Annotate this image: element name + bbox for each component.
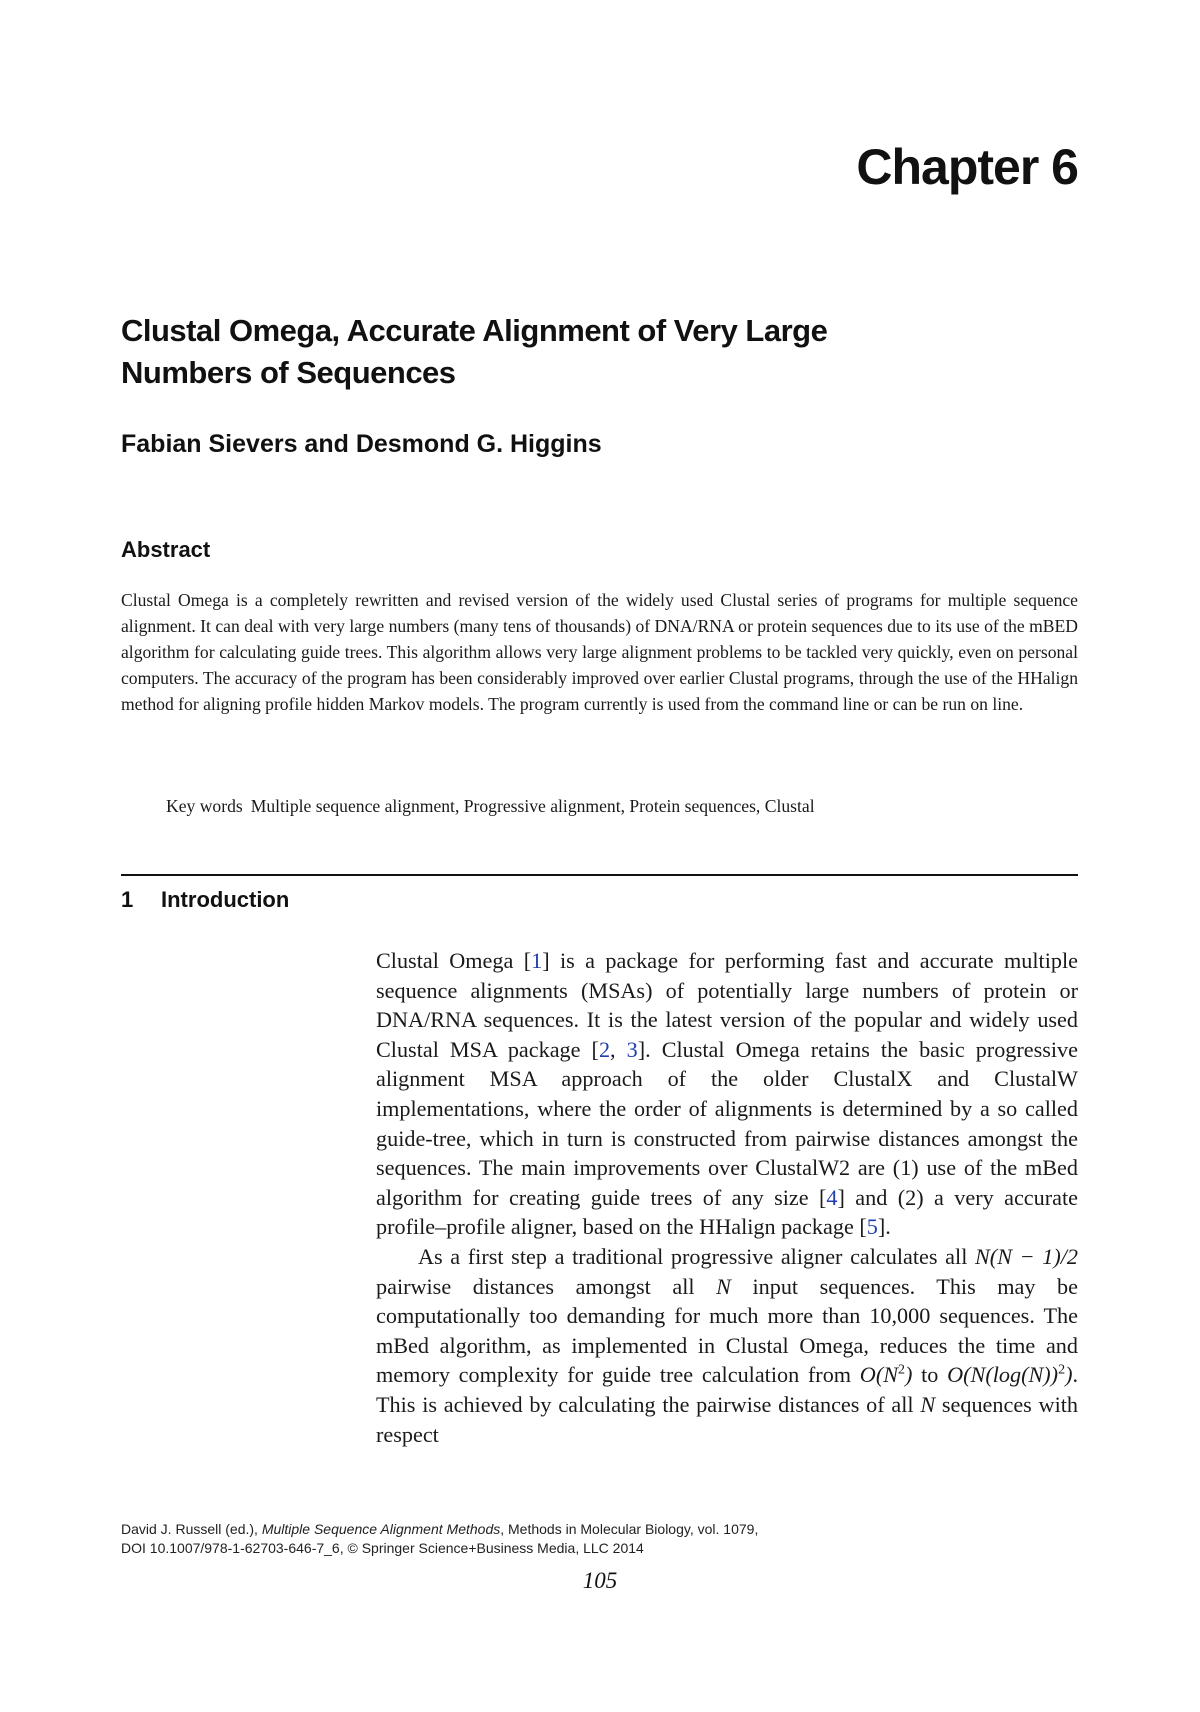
page-number: 105 [582, 1568, 618, 1593]
text-run: ]. Clustal Omega retains the basic progressive alignment MSA approach of the older ClustalX and ClustalW implementations, where the order of alignments is determined by a so called guide-tree, which in turn is constructed from pairwise distances amongst the sequences. The main improvements over ClustalW2 are (1) use of the mBed algorithm for creating guide trees of any size [ [376, 1036, 1078, 1210]
keywords-label: Key words [166, 796, 243, 816]
math-expression: O(N(log(N)) [947, 1362, 1059, 1388]
text-run: sequences with respect [376, 1391, 1079, 1447]
footer-citation [121, 1520, 1081, 1558]
abstract-heading: Abstract [121, 537, 211, 562]
chapter-label: Chapter 6 [856, 139, 1078, 195]
authors: Fabian Sievers and Desmond G. Higgins [121, 430, 602, 458]
chapter-title [121, 310, 1021, 394]
math-superscript: 2 [898, 1362, 906, 1378]
math-expression: N(N − 1)/2 [975, 1243, 1078, 1269]
math-expression: ) [905, 1362, 913, 1388]
citation-link-5[interactable]: 5 [866, 1214, 878, 1240]
keywords [166, 793, 1078, 819]
text-run: ] and (2) a very accurate profile–profile aligner, based on the HHalign package [ [376, 1184, 1078, 1240]
introduction-paragraph-2 [376, 1242, 1078, 1449]
chapter-title-line-2: Numbers of Sequences [121, 355, 456, 390]
text-run: ] is a package for performing fast and accurate multiple sequence alignments (MSAs) of potentially large numbers of protein or DNA/RNA sequences. It is the latest version of the popular and widely used Clustal MSA package [ [376, 948, 1078, 1062]
introduction-paragraph-1 [376, 946, 1078, 1242]
math-expression: O(N [859, 1362, 899, 1388]
text-run: pairwise distances amongst all [376, 1273, 717, 1299]
text-run: ]. [877, 1214, 891, 1240]
math-expression: N [920, 1391, 936, 1417]
text-run: , [610, 1036, 627, 1062]
keywords-text: Multiple sequence alignment, Progressive alignment, Protein sequences, Clustal [250, 796, 815, 816]
text-run: . This is achieved by calculating the pairwise distances of all [376, 1362, 1078, 1417]
section-divider [121, 874, 1078, 876]
text-run: to [912, 1362, 948, 1388]
chapter-title-line-1: Clustal Omega, Accurate Alignment of Very Large [121, 313, 828, 348]
math-superscript: 2 [1058, 1362, 1066, 1378]
section-heading-introduction [121, 887, 289, 913]
text-run: , Methods in Molecular Biology, vol. 1079, [500, 1521, 759, 1537]
text-run: Clustal Omega [ [376, 948, 532, 973]
text-run: input sequences. This may be computationally too demanding for much more than 10,000 sequences. The mBed algorithm, as implemented in Clustal Omega, reduces the time and memory complexity for guide tree calculation from [376, 1273, 1078, 1388]
footer-citation-line-2: DOI 10.1007/978-1-62703-646-7_6, © Springer Science+Business Media, LLC 2014 [121, 1540, 644, 1556]
introduction-body [376, 946, 1078, 1449]
math-expression: ) [1065, 1362, 1073, 1388]
citation-link-1[interactable]: 1 [531, 948, 543, 973]
section-number: 1 [121, 887, 134, 912]
text-run: David J. Russell (ed.), [121, 1521, 262, 1537]
footer-citation-line-1 [121, 1520, 1081, 1539]
text-run: As a first step a traditional progressive aligner calculates all [418, 1243, 975, 1269]
citation-link-2[interactable]: 2 [598, 1036, 611, 1062]
section-title: Introduction [161, 887, 290, 912]
citation-link-3[interactable]: 3 [626, 1036, 638, 1062]
math-expression: N [716, 1273, 731, 1299]
citation-link-4[interactable]: 4 [826, 1184, 838, 1210]
book-title: Multiple Sequence Alignment Methods [261, 1521, 501, 1537]
abstract-body: Clustal Omega is a completely rewritten and revised version of the widely used Clustal series of programs for multiple sequence alignment. It can deal with very large numbers (many tens of thousands) of DNA/RNA or protein sequences due to its use of the mBED algorithm for calculating guide trees. This algorithm allows very large alignment problems to be tackled very quickly, even on personal computers. The accuracy of the program has been considerably improved over earlier Clustal programs, through the use of the HHalign method for aligning profile hidden Markov models. The program currently is used from the command line or can be run on line. [121, 590, 1078, 714]
